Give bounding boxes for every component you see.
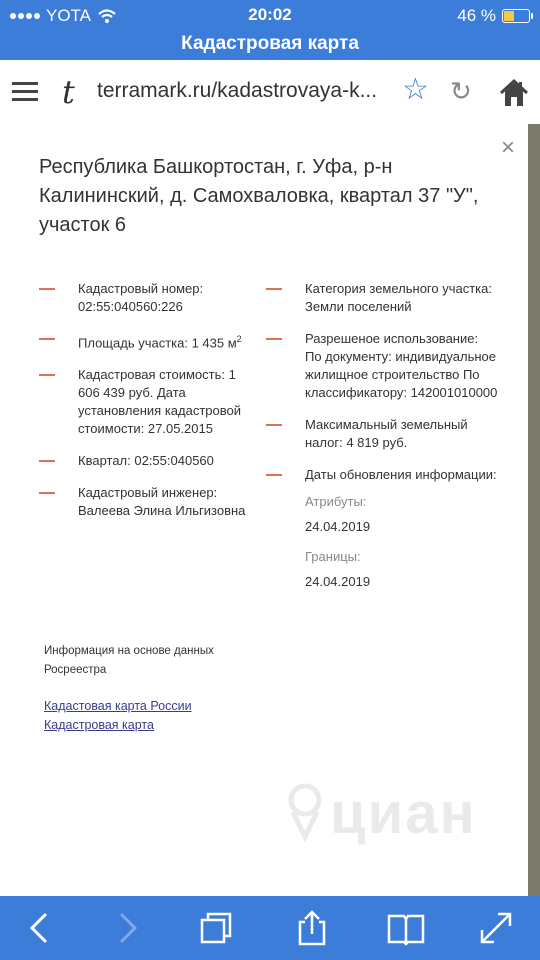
item-value: 02:55:040560:226 bbox=[78, 299, 183, 314]
battery bbox=[457, 6, 530, 26]
url-field[interactable]: terramark.ru/kadastrovaya-k... bbox=[97, 79, 378, 102]
quarter-item bbox=[39, 452, 249, 470]
hamburger-icon[interactable] bbox=[12, 80, 40, 104]
bullet-dash bbox=[266, 288, 282, 290]
links-block bbox=[44, 697, 192, 735]
russia-cadastral-map-link[interactable]: Кадастовая карта России bbox=[44, 699, 192, 713]
land-tax-item bbox=[266, 416, 506, 452]
tabs-icon[interactable] bbox=[196, 910, 236, 946]
item-label: Кадастровая стоимость: 1 606 439 руб. Дата установления кадастровой стоимости: 27.05.2015 bbox=[78, 367, 242, 437]
share-icon[interactable] bbox=[292, 910, 332, 946]
item-label: Кадастровый номер: bbox=[78, 281, 204, 296]
permitted-use-item bbox=[266, 330, 506, 402]
item-label: Квартал: 02:55:040560 bbox=[78, 453, 214, 469]
battery-icon bbox=[502, 9, 530, 23]
item-label: Даты обновления информации: bbox=[305, 467, 497, 482]
item-label: Максимальный земельный налог: 4 819 руб. bbox=[305, 417, 468, 450]
page-title: Кадастровая карта bbox=[0, 30, 540, 60]
bullet-dash bbox=[266, 474, 282, 476]
category-item bbox=[266, 280, 506, 316]
reload-icon[interactable]: ↻ bbox=[450, 76, 472, 106]
bullet-dash bbox=[266, 338, 282, 340]
item-sup: 2 bbox=[236, 334, 242, 344]
cadastral-number-item bbox=[39, 280, 249, 316]
item-label: Кадастровый инженер: bbox=[78, 485, 218, 501]
bullet-dash bbox=[39, 374, 55, 376]
expand-icon[interactable] bbox=[476, 910, 516, 946]
book-icon[interactable] bbox=[386, 910, 426, 946]
left-column bbox=[39, 280, 249, 520]
bullet-dash bbox=[39, 460, 55, 462]
borders-date: 24.04.2019 bbox=[305, 574, 371, 589]
update-dates-item bbox=[266, 466, 506, 591]
pin-icon bbox=[285, 782, 325, 842]
clock: 20:02 bbox=[248, 5, 292, 24]
close-icon[interactable]: × bbox=[501, 134, 516, 161]
site-logo[interactable]: t bbox=[62, 73, 75, 111]
map-edge bbox=[528, 124, 540, 896]
parcel-address: Республика Башкортостан, г. Уфа, р-н Калининский, д. Самохваловка, квартал 37 "У", участок 6 bbox=[39, 156, 479, 236]
source-info: Информация на основе данных Росреестра bbox=[44, 645, 214, 676]
back-arrow-icon[interactable] bbox=[20, 910, 60, 946]
carrier-name: YOTA bbox=[46, 6, 92, 25]
watermark bbox=[285, 778, 485, 848]
bottom-toolbar bbox=[0, 896, 540, 960]
item-label: Площадь участка: 1 435 м bbox=[78, 335, 237, 351]
home-icon[interactable] bbox=[499, 78, 529, 108]
item-value: Земли поселений bbox=[305, 299, 412, 314]
cadastral-map-link[interactable]: Кадастровая карта bbox=[44, 718, 154, 732]
item-label: Категория земельного участка: bbox=[305, 281, 493, 296]
battery-percent: 46 % bbox=[457, 6, 496, 25]
right-column bbox=[266, 280, 506, 591]
engineer-item bbox=[39, 484, 249, 520]
cost-item bbox=[39, 366, 249, 438]
attributes-label: Атрибуты: bbox=[305, 494, 367, 509]
borders-label: Границы: bbox=[305, 549, 361, 564]
star-icon[interactable]: ☆ bbox=[402, 73, 429, 106]
bullet-dash bbox=[39, 288, 55, 290]
item-value: По документу: индивидуальное жилищное строительство По классификатору: 142001010000 bbox=[305, 349, 498, 400]
item-value: Валеева Элина Ильгизовна bbox=[78, 503, 246, 519]
watermark-text: циан bbox=[330, 781, 477, 846]
browser-toolbar bbox=[0, 60, 540, 125]
bullet-dash bbox=[266, 424, 282, 426]
bullet-dash bbox=[39, 492, 55, 494]
forward-arrow-icon[interactable] bbox=[107, 910, 147, 946]
bullet-dash bbox=[39, 338, 55, 340]
status-bar bbox=[0, 0, 540, 30]
item-label: Разрешеное использование: bbox=[305, 331, 479, 346]
area-item bbox=[39, 330, 249, 352]
attributes-date: 24.04.2019 bbox=[305, 519, 371, 534]
